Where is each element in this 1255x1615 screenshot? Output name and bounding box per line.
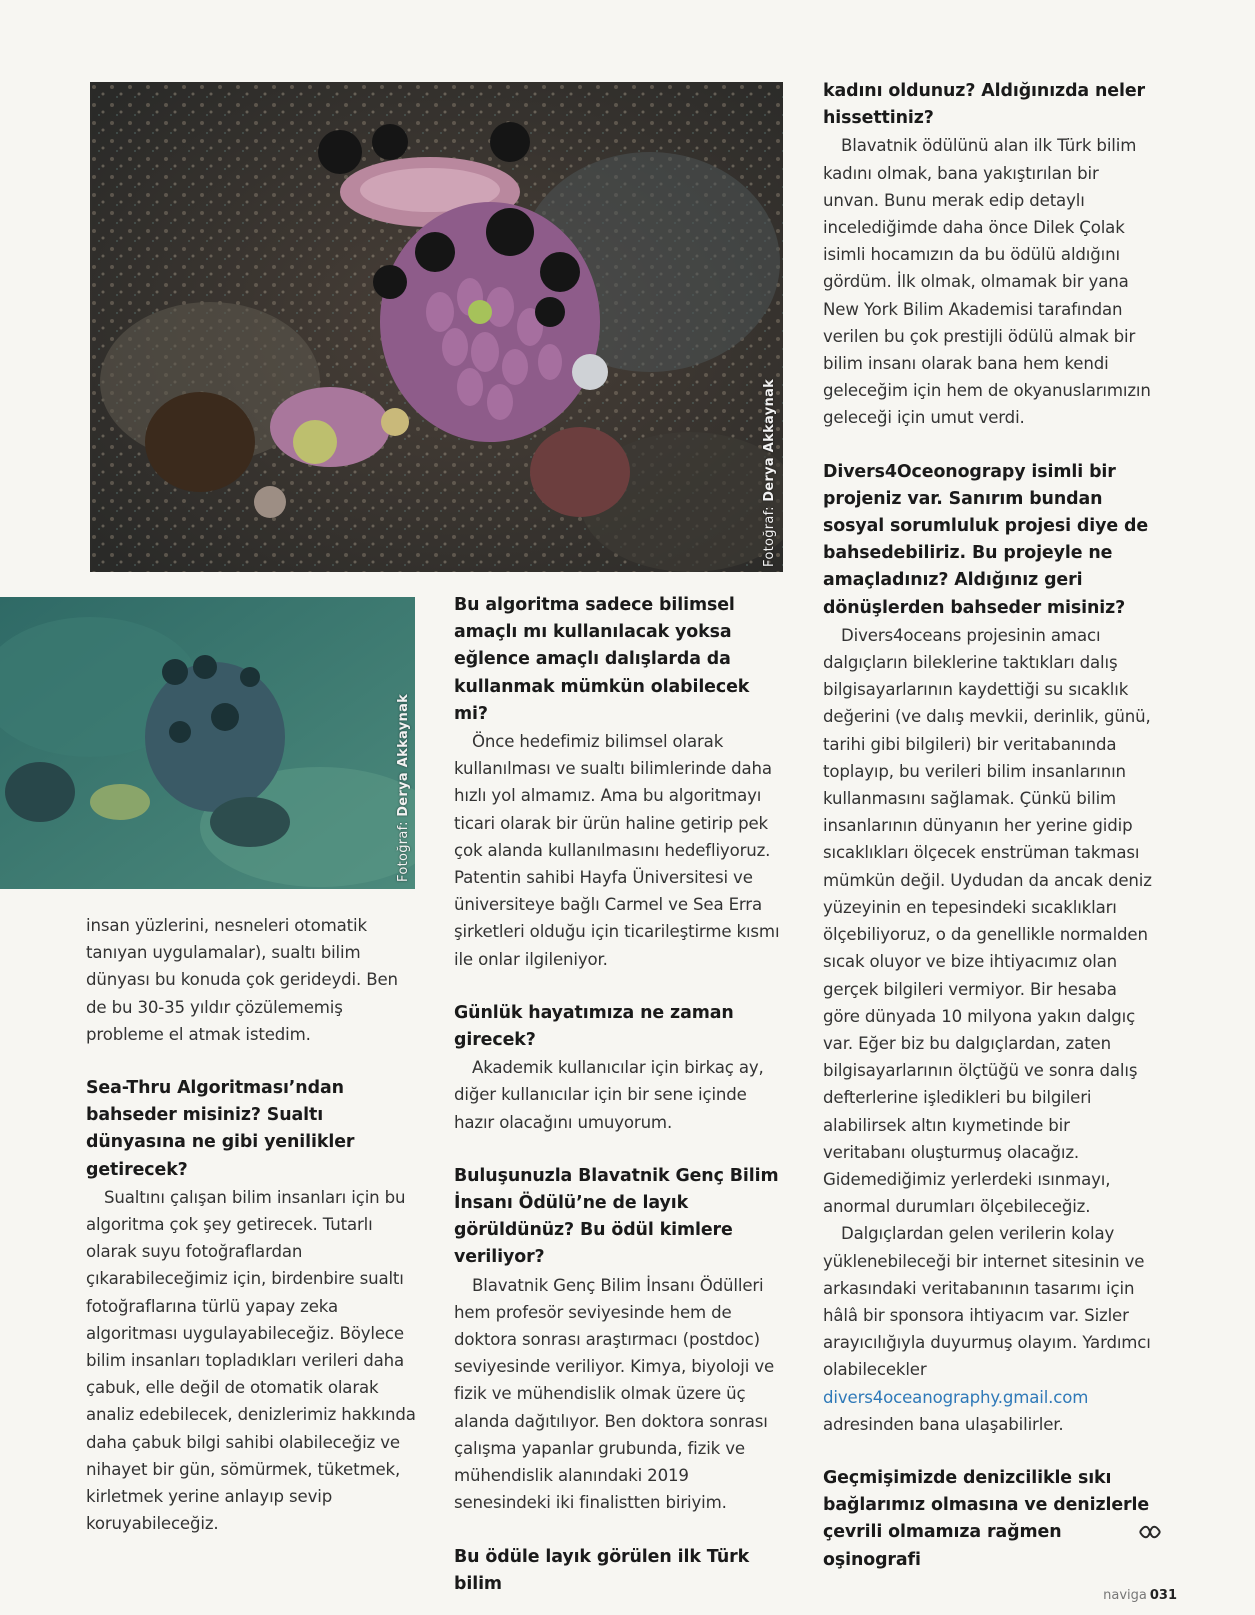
magazine-name: naviga	[1103, 1588, 1147, 1603]
photo-credit-left: Fotoğraf: Derya Akkaynak	[396, 693, 411, 882]
question-divers4oceans: Divers4Oceonograpy isimli bir projeniz var. Sanırım bundan sosyal sorumluluk projesi diye de bahsedebiliriz. Bu projeyle ne amaçladınız? Aldığınız geri dönüşlerden bahseder misiniz?	[823, 461, 1149, 618]
paragraph-intro: insan yüzlerini, nesneleri otomatik tanıyan uygulamalar), sualtı bilim dünyası bu konuda çok gerideydi. Ben de bu 30-35 yıldır çözülememiş probleme el atmak istedim.	[86, 916, 398, 1044]
answer-when: Akademik kullanıcılar için birkaç ay, diğer kullanıcılar için bir sene içinde hazır olacağını umuyorum.	[454, 1058, 764, 1132]
question-first-turkish-cont: kadını oldunuz? Aldığınızda neler hissettiniz?	[823, 81, 1146, 129]
page-footer	[1103, 1588, 1177, 1603]
answer-award: Blavatnik Genç Bilim İnsanı Ödülleri hem profesör seviyesinde hem de doktora sonrası araştırmacı (postdoc) seviyesinde veriliyor. Kimya, biyoloji ve fizik ve mühendislik olmak üzere üç alanda dağıtılıyor. Ben doktora sonrası çalışma yapanlar grubunda, fizik ve mühendislik alanındaki 2019 senesindeki iki finalistten biriyim.	[454, 1275, 775, 1513]
photo-credit-top: Fotoğraf: Derya Akkaynak	[762, 378, 777, 567]
column-1	[86, 912, 421, 1537]
answer-divers4oceans: Divers4oceans projesinin amacı dalgıçların bileklerine taktıkları dalış bilgisayarlarının kaydettiği su sıcaklık değerini (ve dalış mevkii, derinlik, günü, tarihi gibi bilgileri) bir veritabanında toplayıp, bu verileri bilim insanlarının kullanmasını sağlamak. Çünkü bilim insanlarının dünyanın her yerine gidip sıcaklıkları ölçecek enstrüman takması mümkün değil. Uydudan da ancak deniz yüzeyinin en tepesindeki sıcaklıkları ölçebiliyoruz, o da genellikle normalden sıcak oluyor ve bize ihtiyacımız olan gerçek bilgileri vermiyor. Bir hesaba göre dünyada 10 milyona yakın dalgıç var. Eğer biz bu dalgıçlardan, zaten bilgisayarlarının ölçtüğü ve sonra dalış defterlerine işledikleri bu bilgileri alabilirsek altın kıymetinde bir veritabanı oluşturmuş olacağız. Gidemediğimiz yerlerdeki ısınmayı, anormal durumları ölçebileceğiz.	[823, 625, 1152, 1217]
question-fun-dives: Bu algoritma sadece bilimsel amaçlı mı kullanılacak yoksa eğlence amaçlı dalışlarda da kullanmak mümkün olabilecek mi?	[454, 595, 750, 724]
column-3	[823, 78, 1153, 1574]
answer-sponsor-text: Dalgıçlardan gelen verilerin kolay yüklenebileceği bir internet sitesinin ve arkasındaki veritabanının tasarımı için hâlâ bir sponsora ihtiyacım var. Sizler arayıcılığıyla duyurmuş olayım. Yardımcı olabilecekler	[823, 1224, 1151, 1380]
answer-sponsor-end: adresinden bana ulaşabilirler.	[823, 1414, 1064, 1434]
question-first-turkish: Bu ödüle layık görülen ilk Türk bilim	[454, 1546, 750, 1594]
email-link[interactable]: divers4oceanography.gmail.com	[823, 1387, 1089, 1407]
question-history: Geçmişimizde denizcilikle sıkı bağlarımız olmasına ve denizlerle çevrili olmamıza rağmen oşinografi	[823, 1467, 1150, 1570]
coral-reef-photo-top	[90, 82, 783, 572]
answer-seathru: Sualtını çalışan bilim insanları için bu algoritma çok şey getirecek. Tutarlı olarak suyu fotoğraflardan çıkarabileceğimiz için, birdenbire sualtı fotoğraflarına türlü yapay zeka algoritması uygulayabileceğiz. Böylece bilim insanları topladıkları verileri daha çabuk, elle değil de otomatik olarak analiz edebilecek, denizlerimiz hakkında daha çabuk bilgi sahibi olabileceğiz ve nihayet bir gün, sömürmek, tüketmek, kirletmek yerine anlayıp sevip koruyabileceğiz.	[86, 1187, 416, 1534]
question-seathru: Sea-Thru Algoritması’ndan bahseder misiniz? Sualtı dünyasına ne gibi yenilikler getirecek?	[86, 1078, 355, 1180]
column-2	[454, 592, 784, 1598]
coral-reef-photo-left	[0, 597, 415, 889]
continuation-knot-icon	[1138, 1525, 1162, 1539]
answer-sponsor	[823, 1220, 1153, 1438]
answer-fun-dives: Önce hedefimiz bilimsel olarak kullanılması ve sualtı bilimlerinde daha hızlı yol almamız. Ama bu algoritmayı ticari olarak bir ürün haline getirip pek çok alanda kullanılmasını hedefliyoruz. Patentin sahibi Hayfa Üniversitesi ve üniversiteye bağlı Carmel ve Sea Erra şirketleri olduğu için ticarileştirme kısmı ile onlar ilgileniyor.	[454, 732, 780, 969]
page-number: 031	[1149, 1588, 1177, 1603]
question-award: Buluşunuzla Blavatnik Genç Bilim İnsanı Ödülü’ne de layık görüldünüz? Bu ödül kimlere veriliyor?	[454, 1165, 779, 1268]
answer-first-turkish: Blavatnik ödülünü alan ilk Türk bilim kadını olmak, bana yakıştırılan bir unvan. Bunu merak edip detaylı incelediğimde daha önce Dilek Çolak isimli hocamızın da bu ödülü aldığını gördüm. İlk olmak, olmamak bir yana New York Bilim Akademisi tarafından verilen bu çok prestijli ödülü almak bir bilim insanı olarak bana hem kendi geleceğim için hem de okyanuslarımızın geleceği için umut verdi.	[823, 136, 1151, 428]
question-when: Günlük hayatımıza ne zaman girecek?	[454, 1002, 734, 1051]
